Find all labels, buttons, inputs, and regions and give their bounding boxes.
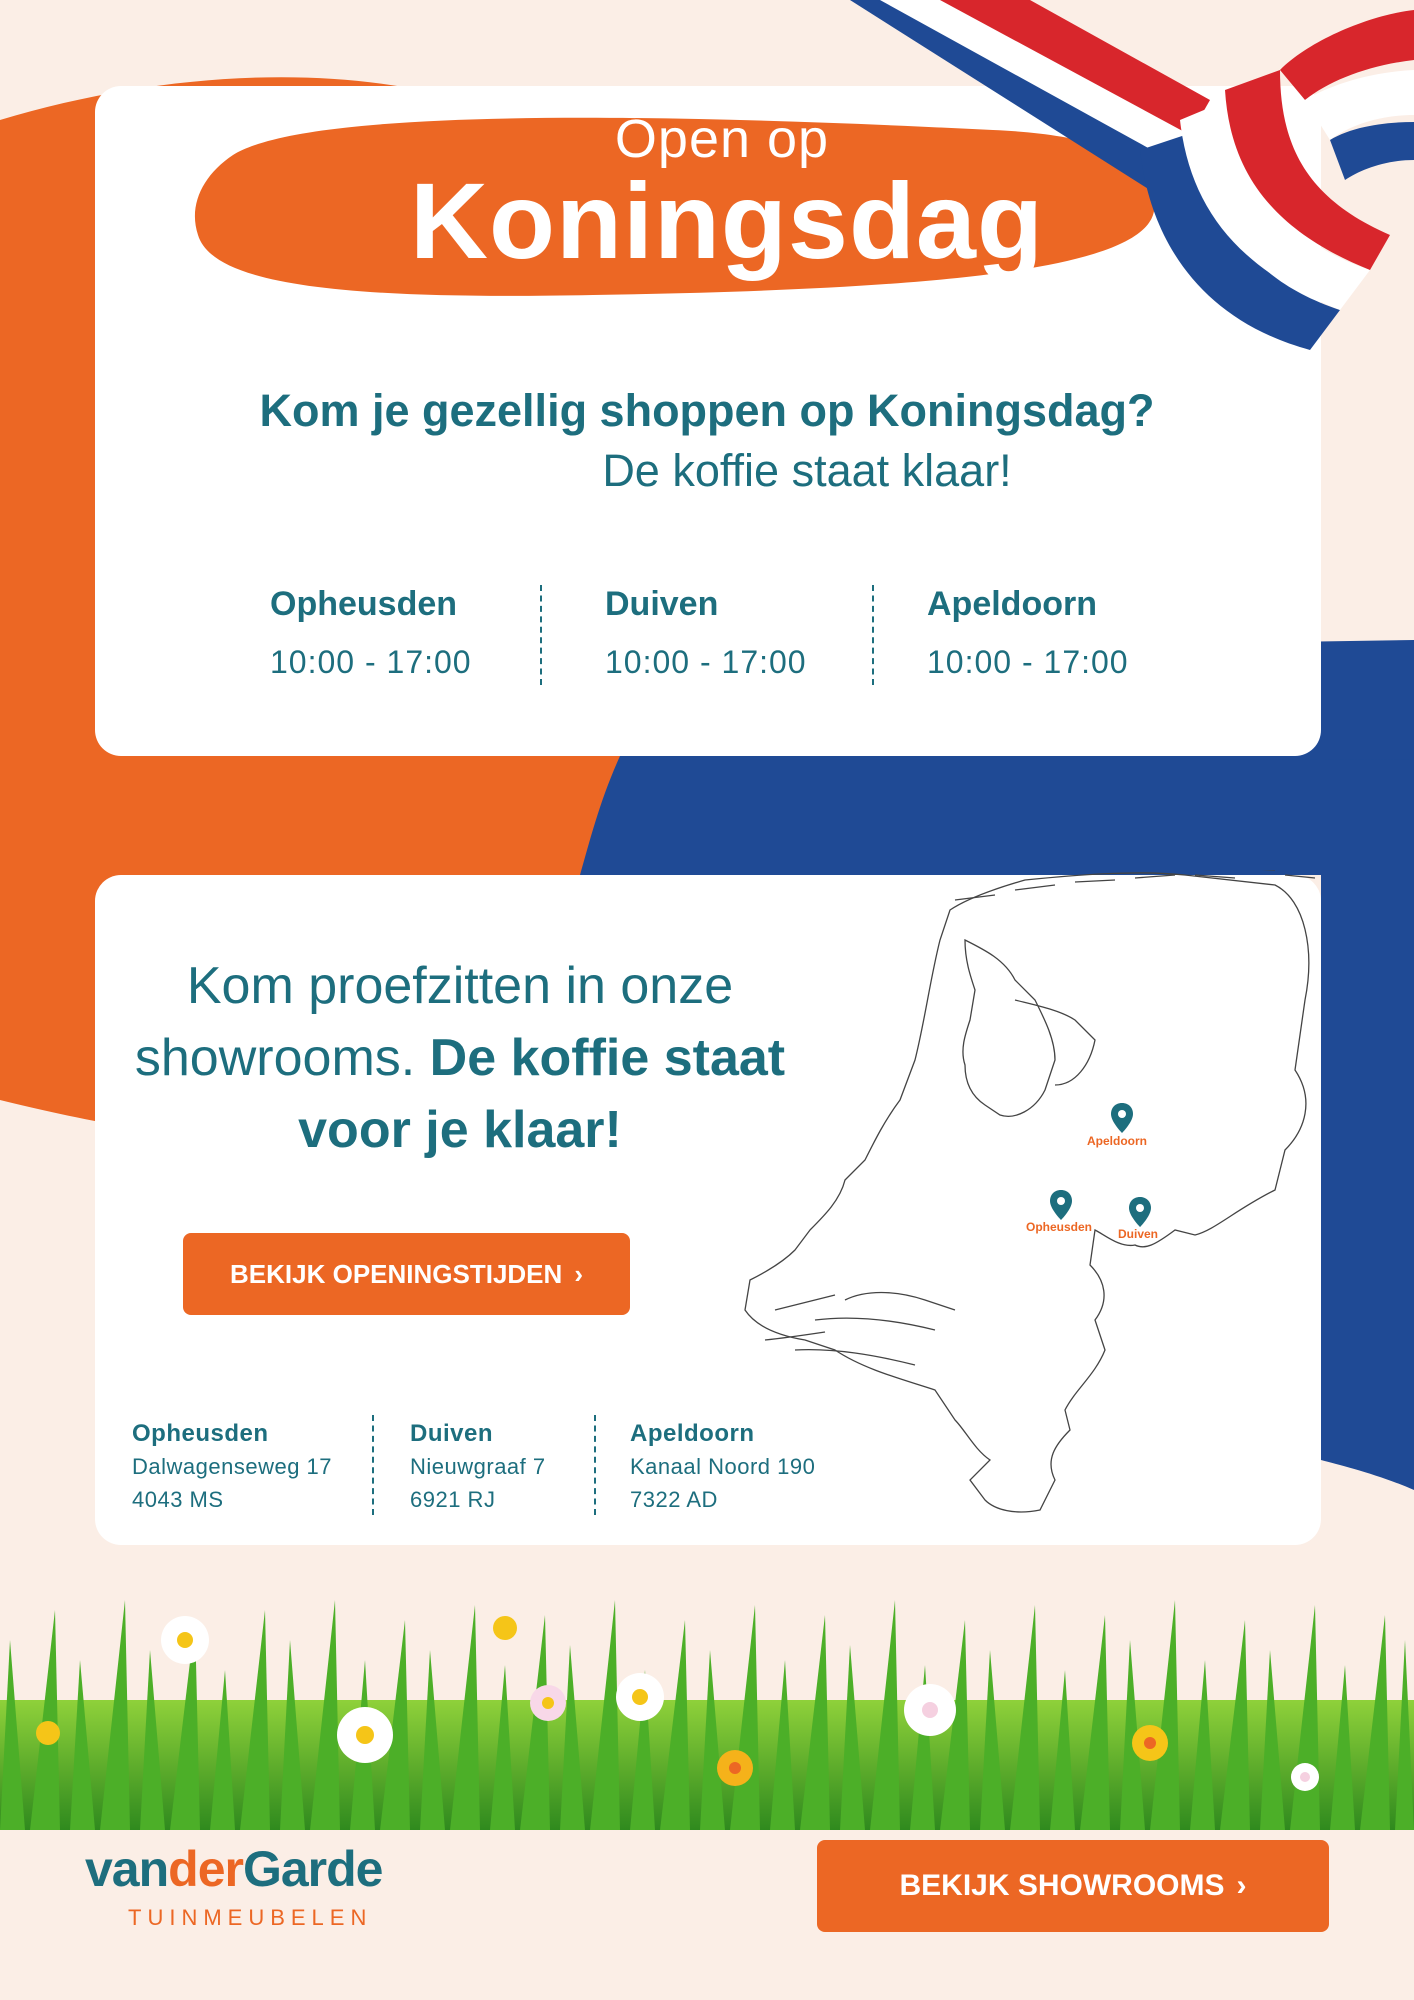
map-label-duiven: Duiven: [1118, 1227, 1159, 1241]
address-name: Duiven: [410, 1420, 494, 1447]
divider: [594, 1415, 596, 1515]
map-pin-icon: [1050, 1190, 1072, 1220]
hours-time: 10:00 - 17:00: [605, 644, 807, 680]
button-label: BEKIJK SHOWROOMS: [899, 1869, 1225, 1902]
hours-location-name: Apeldoorn: [927, 585, 1097, 623]
chevron-right-icon: ›: [574, 1259, 583, 1289]
address-name: Opheusden: [132, 1420, 269, 1447]
banner-small-title: Open op: [614, 109, 830, 169]
divider: [872, 585, 874, 685]
map-label-opheusden: Opheusden: [1026, 1220, 1093, 1234]
view-opening-hours-button[interactable]: [183, 1233, 630, 1315]
divider: [372, 1415, 374, 1515]
hours-opheusden: [270, 585, 472, 681]
divider: [540, 585, 542, 685]
address-postal: 6921 RJ: [410, 1487, 496, 1512]
brand-tagline: TUINMEUBELEN: [128, 1905, 373, 1930]
dutch-flag-ribbon: [850, 0, 1414, 360]
hours-location-name: Opheusden: [270, 585, 458, 623]
address-street: Nieuwgraaf 7: [410, 1454, 546, 1479]
showrooms-text-bold: De koffie staat voor je klaar!: [298, 1029, 786, 1159]
address-street: Dalwagenseweg 17: [132, 1454, 333, 1479]
view-showrooms-button[interactable]: [817, 1840, 1329, 1932]
map-pin-icon: [1111, 1103, 1133, 1133]
brand-logo[interactable]: [85, 1840, 383, 1898]
address-name: Apeldoorn: [630, 1420, 755, 1447]
address-apeldoorn: [630, 1417, 815, 1516]
logo-part: Garde: [242, 1841, 383, 1897]
chevron-right-icon: ›: [1236, 1869, 1247, 1902]
showrooms-text: [120, 950, 800, 1166]
intro-subline: De koffie staat klaar!: [602, 445, 1012, 496]
button-label: BEKIJK OPENINGSTIJDEN: [230, 1259, 563, 1289]
intro-headline: Kom je gezellig shoppen op Koningsdag?: [259, 385, 1155, 436]
grass-flowers-illustration: [0, 1580, 1414, 1830]
hours-time: 10:00 - 17:00: [270, 644, 472, 680]
hours-apeldoorn: [927, 585, 1129, 681]
address-street: Kanaal Noord 190: [630, 1454, 816, 1479]
logo-part: van: [85, 1841, 169, 1897]
logo-part: der: [168, 1841, 243, 1897]
address-duiven: [410, 1417, 546, 1516]
address-postal: 7322 AD: [630, 1487, 718, 1512]
hours-time: 10:00 - 17:00: [927, 644, 1129, 680]
map-label-apeldoorn: Apeldoorn: [1087, 1134, 1147, 1148]
hours-duiven: [605, 585, 807, 681]
hours-location-name: Duiven: [605, 585, 719, 623]
map-pin-icon: [1129, 1197, 1151, 1227]
address-postal: 4043 MS: [132, 1487, 224, 1512]
showrooms-text-regular: Kom proefzitten in onze showrooms.: [134, 957, 734, 1087]
banner-big-title: Koningsdag: [410, 160, 1044, 281]
address-opheusden: [132, 1417, 332, 1516]
